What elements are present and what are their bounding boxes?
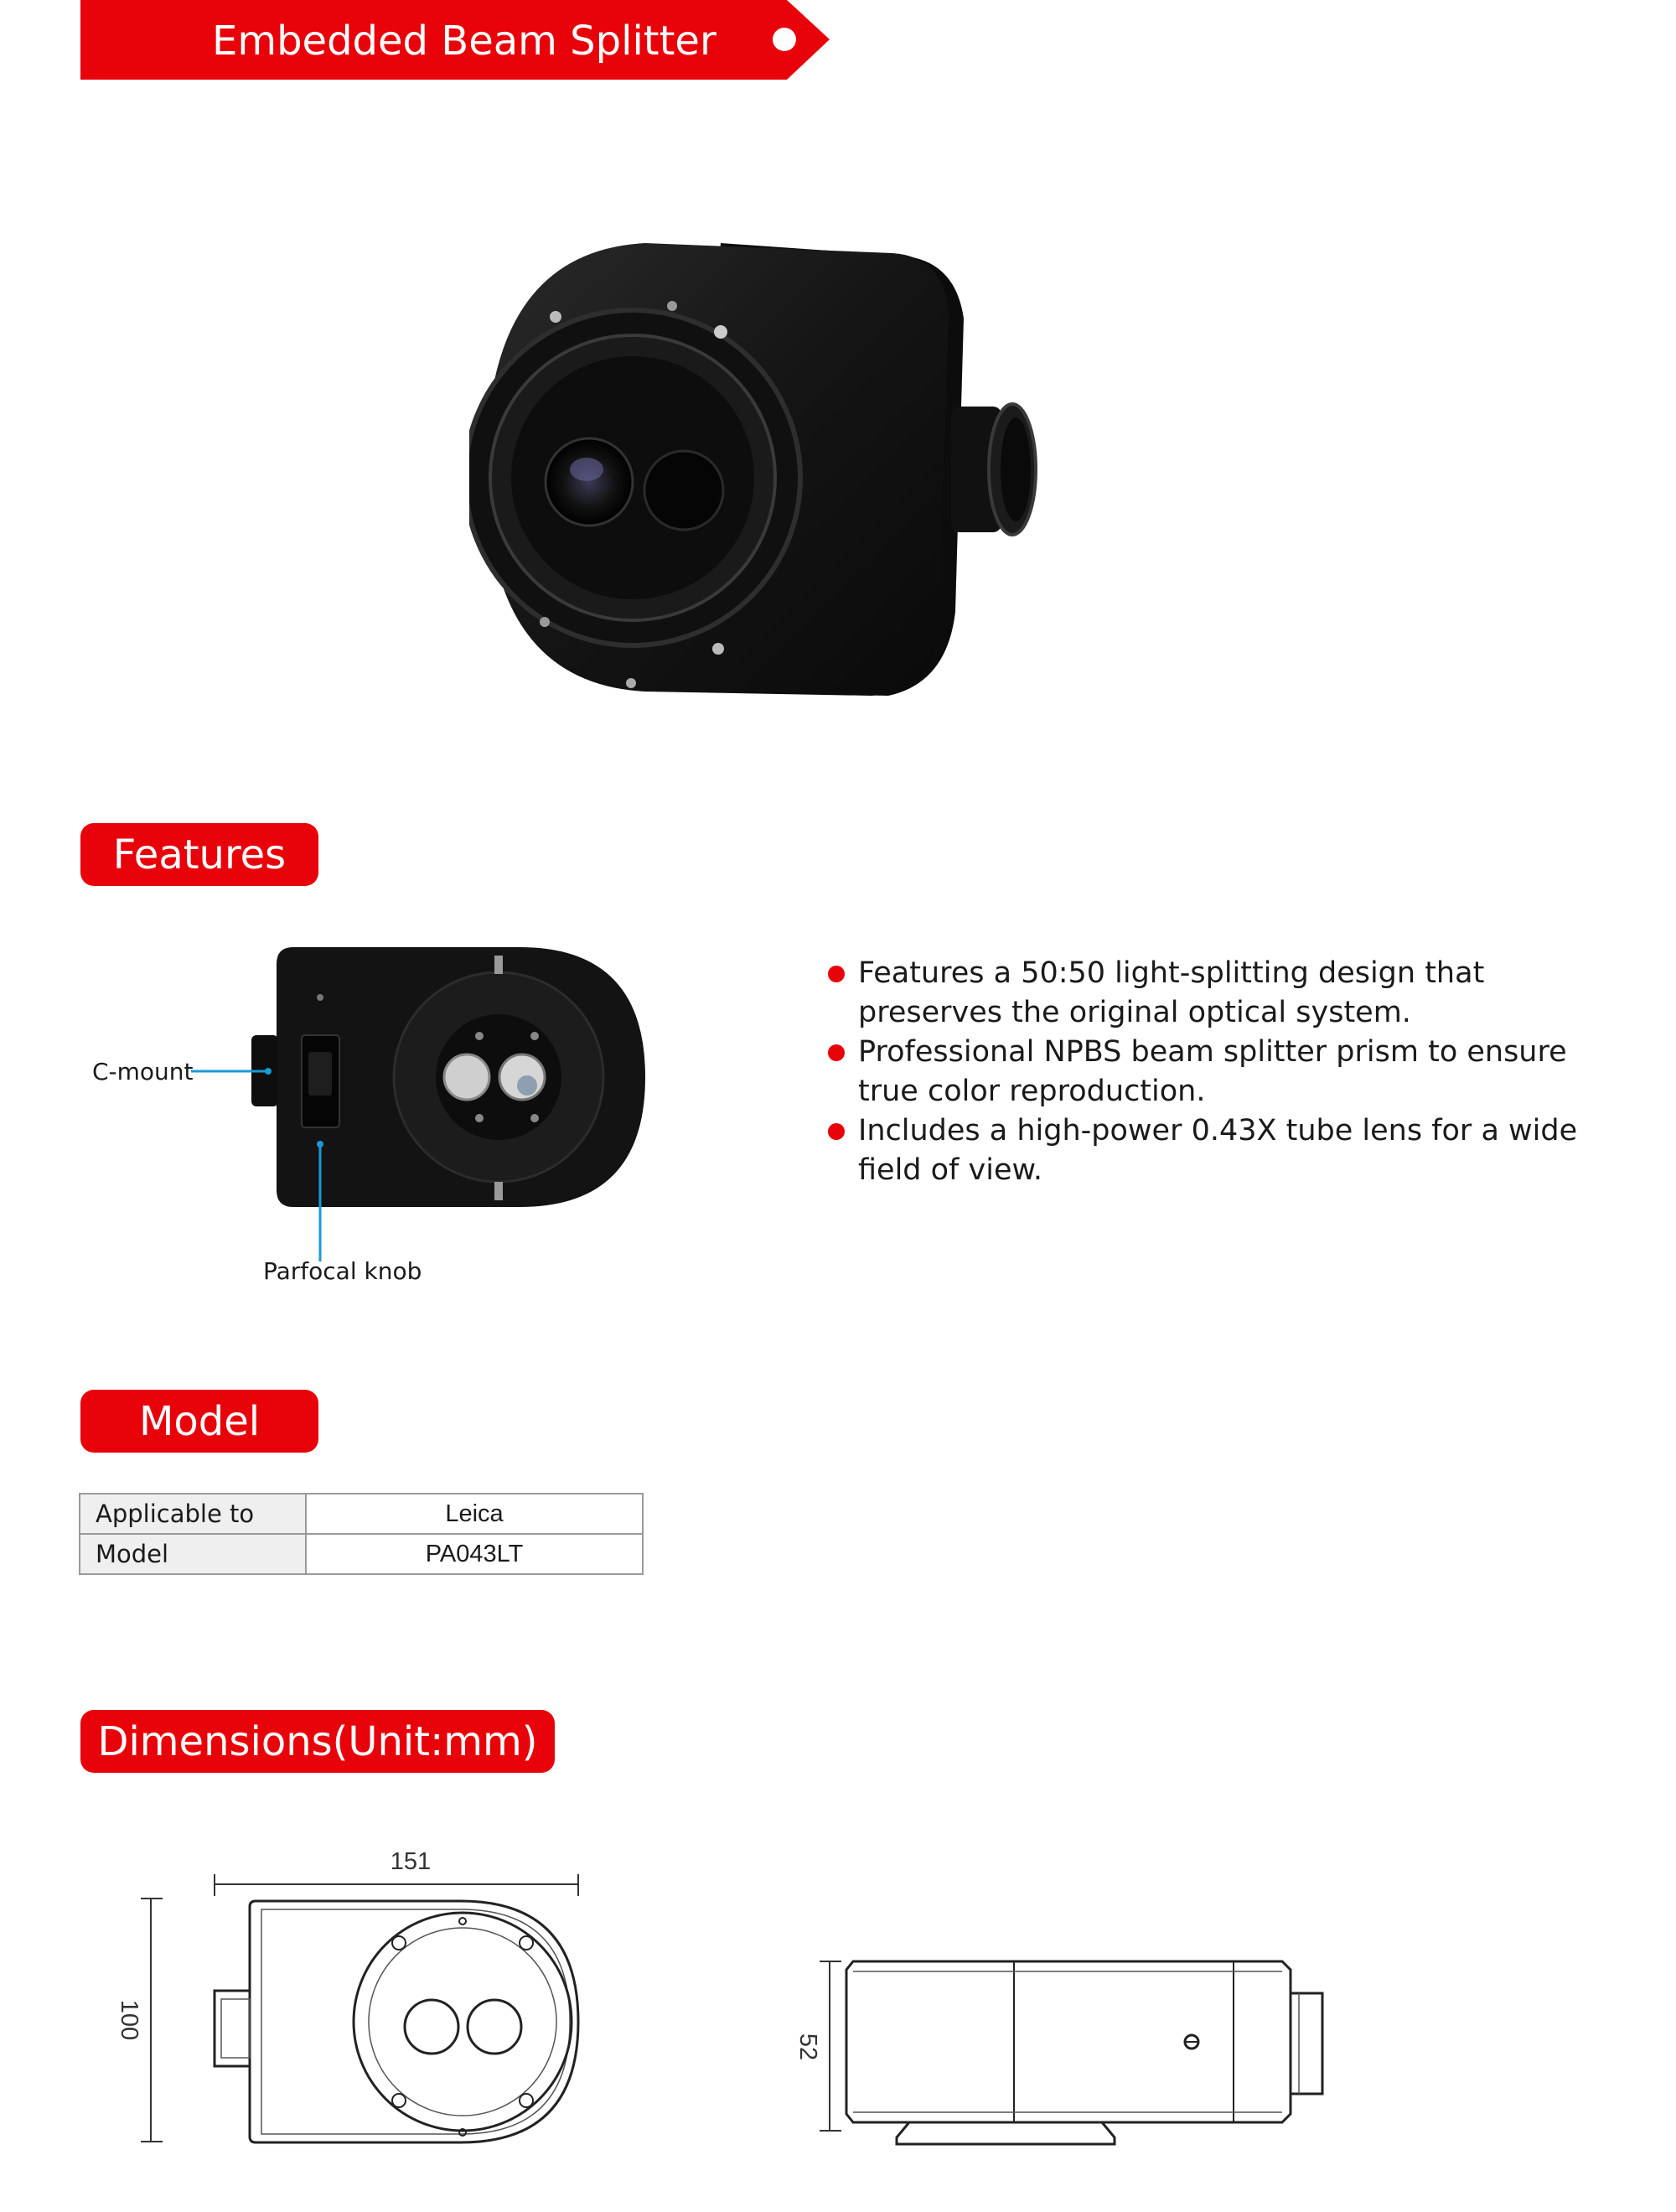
bullet-icon bbox=[828, 1044, 845, 1061]
dimensions-heading: Dimensions(Unit:mm) bbox=[80, 1710, 555, 1773]
table-cell-value: Leica bbox=[306, 1494, 643, 1534]
height-dimension-label: 100 bbox=[116, 1999, 142, 2041]
parfocal-knob-label: Parfocal knob bbox=[263, 1257, 422, 1285]
list-item: Includes a high-power 0.43X tube lens for a wide field of view. bbox=[828, 1111, 1582, 1190]
front-view-drawing bbox=[84, 1827, 620, 2163]
table-row bbox=[80, 1534, 643, 1574]
c-mount-label: C-mount bbox=[92, 1058, 194, 1085]
table-cell-label: Model bbox=[80, 1534, 306, 1574]
page-title: Embedded Beam Splitter bbox=[212, 18, 716, 65]
model-table bbox=[79, 1493, 644, 1575]
depth-dimension-label: 52 bbox=[794, 2033, 821, 2061]
list-item: Features a 50:50 light-splitting design that preserves the original optical system. bbox=[828, 954, 1582, 1033]
features-list bbox=[828, 954, 1582, 1190]
table-row bbox=[80, 1494, 643, 1534]
model-heading: Model bbox=[80, 1390, 318, 1453]
side-view-drawing bbox=[754, 1928, 1374, 2179]
table-cell-value: PA043LT bbox=[306, 1534, 643, 1574]
bullet-icon bbox=[828, 1123, 845, 1140]
features-heading: Features bbox=[80, 823, 318, 886]
bullet-icon bbox=[828, 966, 845, 982]
list-item: Professional NPBS beam splitter prism to ensure true color reproduction. bbox=[828, 1033, 1582, 1111]
width-dimension-label: 151 bbox=[390, 1848, 432, 1875]
table-cell-label: Applicable to bbox=[80, 1494, 306, 1534]
